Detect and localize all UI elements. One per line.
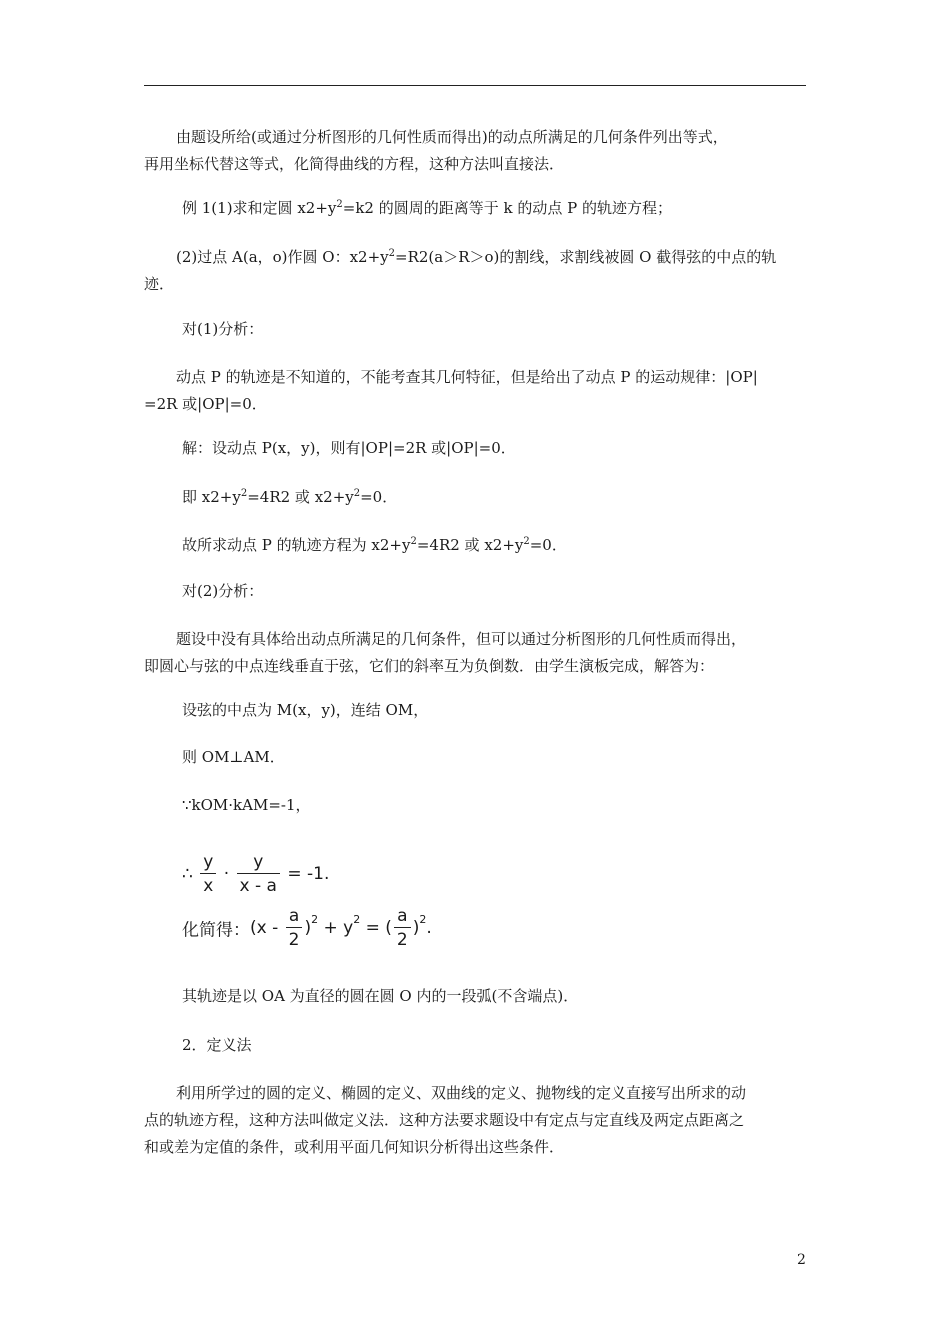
solution-line-1: 解：设动点 P(x，y)，则有|OP|=2R 或|OP|=0． (182, 439, 516, 457)
fraction-a-over-2: $\frac{a}{2}$ (286, 906, 303, 950)
fraction-a-over-2-rhs: $\frac{a}{2}$ (394, 906, 411, 950)
intro-paragraph: 由题设所给(或通过分析图形的几何性质而得出)的动点所满足的几何条件列出等式， 再用坐标代替这等式，化简得曲线的方程，这种方法叫直接法． (144, 128, 728, 173)
example-2-paragraph: (2)过点 A(a，o)作圆 O：$x2+y^2=R2(a>R>o)$的割线，求割线被圆 O 截得弦的中点的轨 迹． (144, 248, 777, 293)
analysis-1-title: 对(1)分析： (182, 320, 264, 338)
solution-line-3: 故所求动点 P 的轨迹方程为 $x2+y^2=4R2$ 或 $x2+y^2=0$． (182, 536, 567, 554)
section-2-body: 利用所学过的圆的定义、椭圆的定义、双曲线的定义、抛物线的定义直接写出所求的动 点的轨迹方程，这种方法叫做定义法．这种方法要求题设中有定点与定直线及两定点距离之 和或差为定值的条件，或利用平面几何知识分析得出这些条件． (144, 1084, 747, 1156)
equation-simplified: 化简得：(x - $\frac{a}{2}$ )$^2 + y^2$ = ( $\frac{a}{2}$ )$^2$. (182, 906, 432, 950)
fraction-y-over-x: $\frac{y}{x}$ (200, 852, 216, 896)
page-number: 2 (797, 1252, 806, 1268)
analysis-2-body: 题设中没有具体给出动点所满足的几何条件，但可以通过分析图形的几何性质而得出， 即圆心与弦的中点连线垂直于弦，它们的斜率互为负倒数．由学生演板完成，解答为： (144, 630, 747, 675)
step-line-2: 则 OM⊥AM． (182, 748, 285, 766)
header-rule (144, 85, 806, 86)
step-line-1: 设弦的中点为 M(x，y)，连结 OM， (182, 701, 429, 719)
step-line-3: ∵kOM·kAM=-1， (182, 796, 311, 814)
conclusion-line: 其轨迹是以 OA 为直径的圆在圆 O 内的一段弧(不含端点)． (182, 987, 579, 1005)
analysis-1-body: 动点 P 的轨迹是不知道的，不能考查其几何特征，但是给出了动点 P 的运动规律：|OP| =2R 或|OP|=0． (144, 368, 758, 413)
solution-line-2: 即 $x2+y^2=4R2$ 或 $x2+y^2=0$． (182, 488, 398, 506)
analysis-2-title: 对(2)分析： (182, 582, 264, 600)
section-2-title: 2．定义法 (182, 1036, 252, 1054)
equation-therefore: ∴ $\frac{y}{x}$ · $\frac{y}{x - a}$ = -1. (182, 852, 330, 896)
fraction-y-over-x-minus-a: $\frac{y}{x - a}$ (237, 852, 280, 896)
example-1-line: 例 1(1)求和定圆 $x2+y^2=k2$ 的圆周的距离等于 k 的动点 P 的轨迹方程； (182, 199, 672, 217)
